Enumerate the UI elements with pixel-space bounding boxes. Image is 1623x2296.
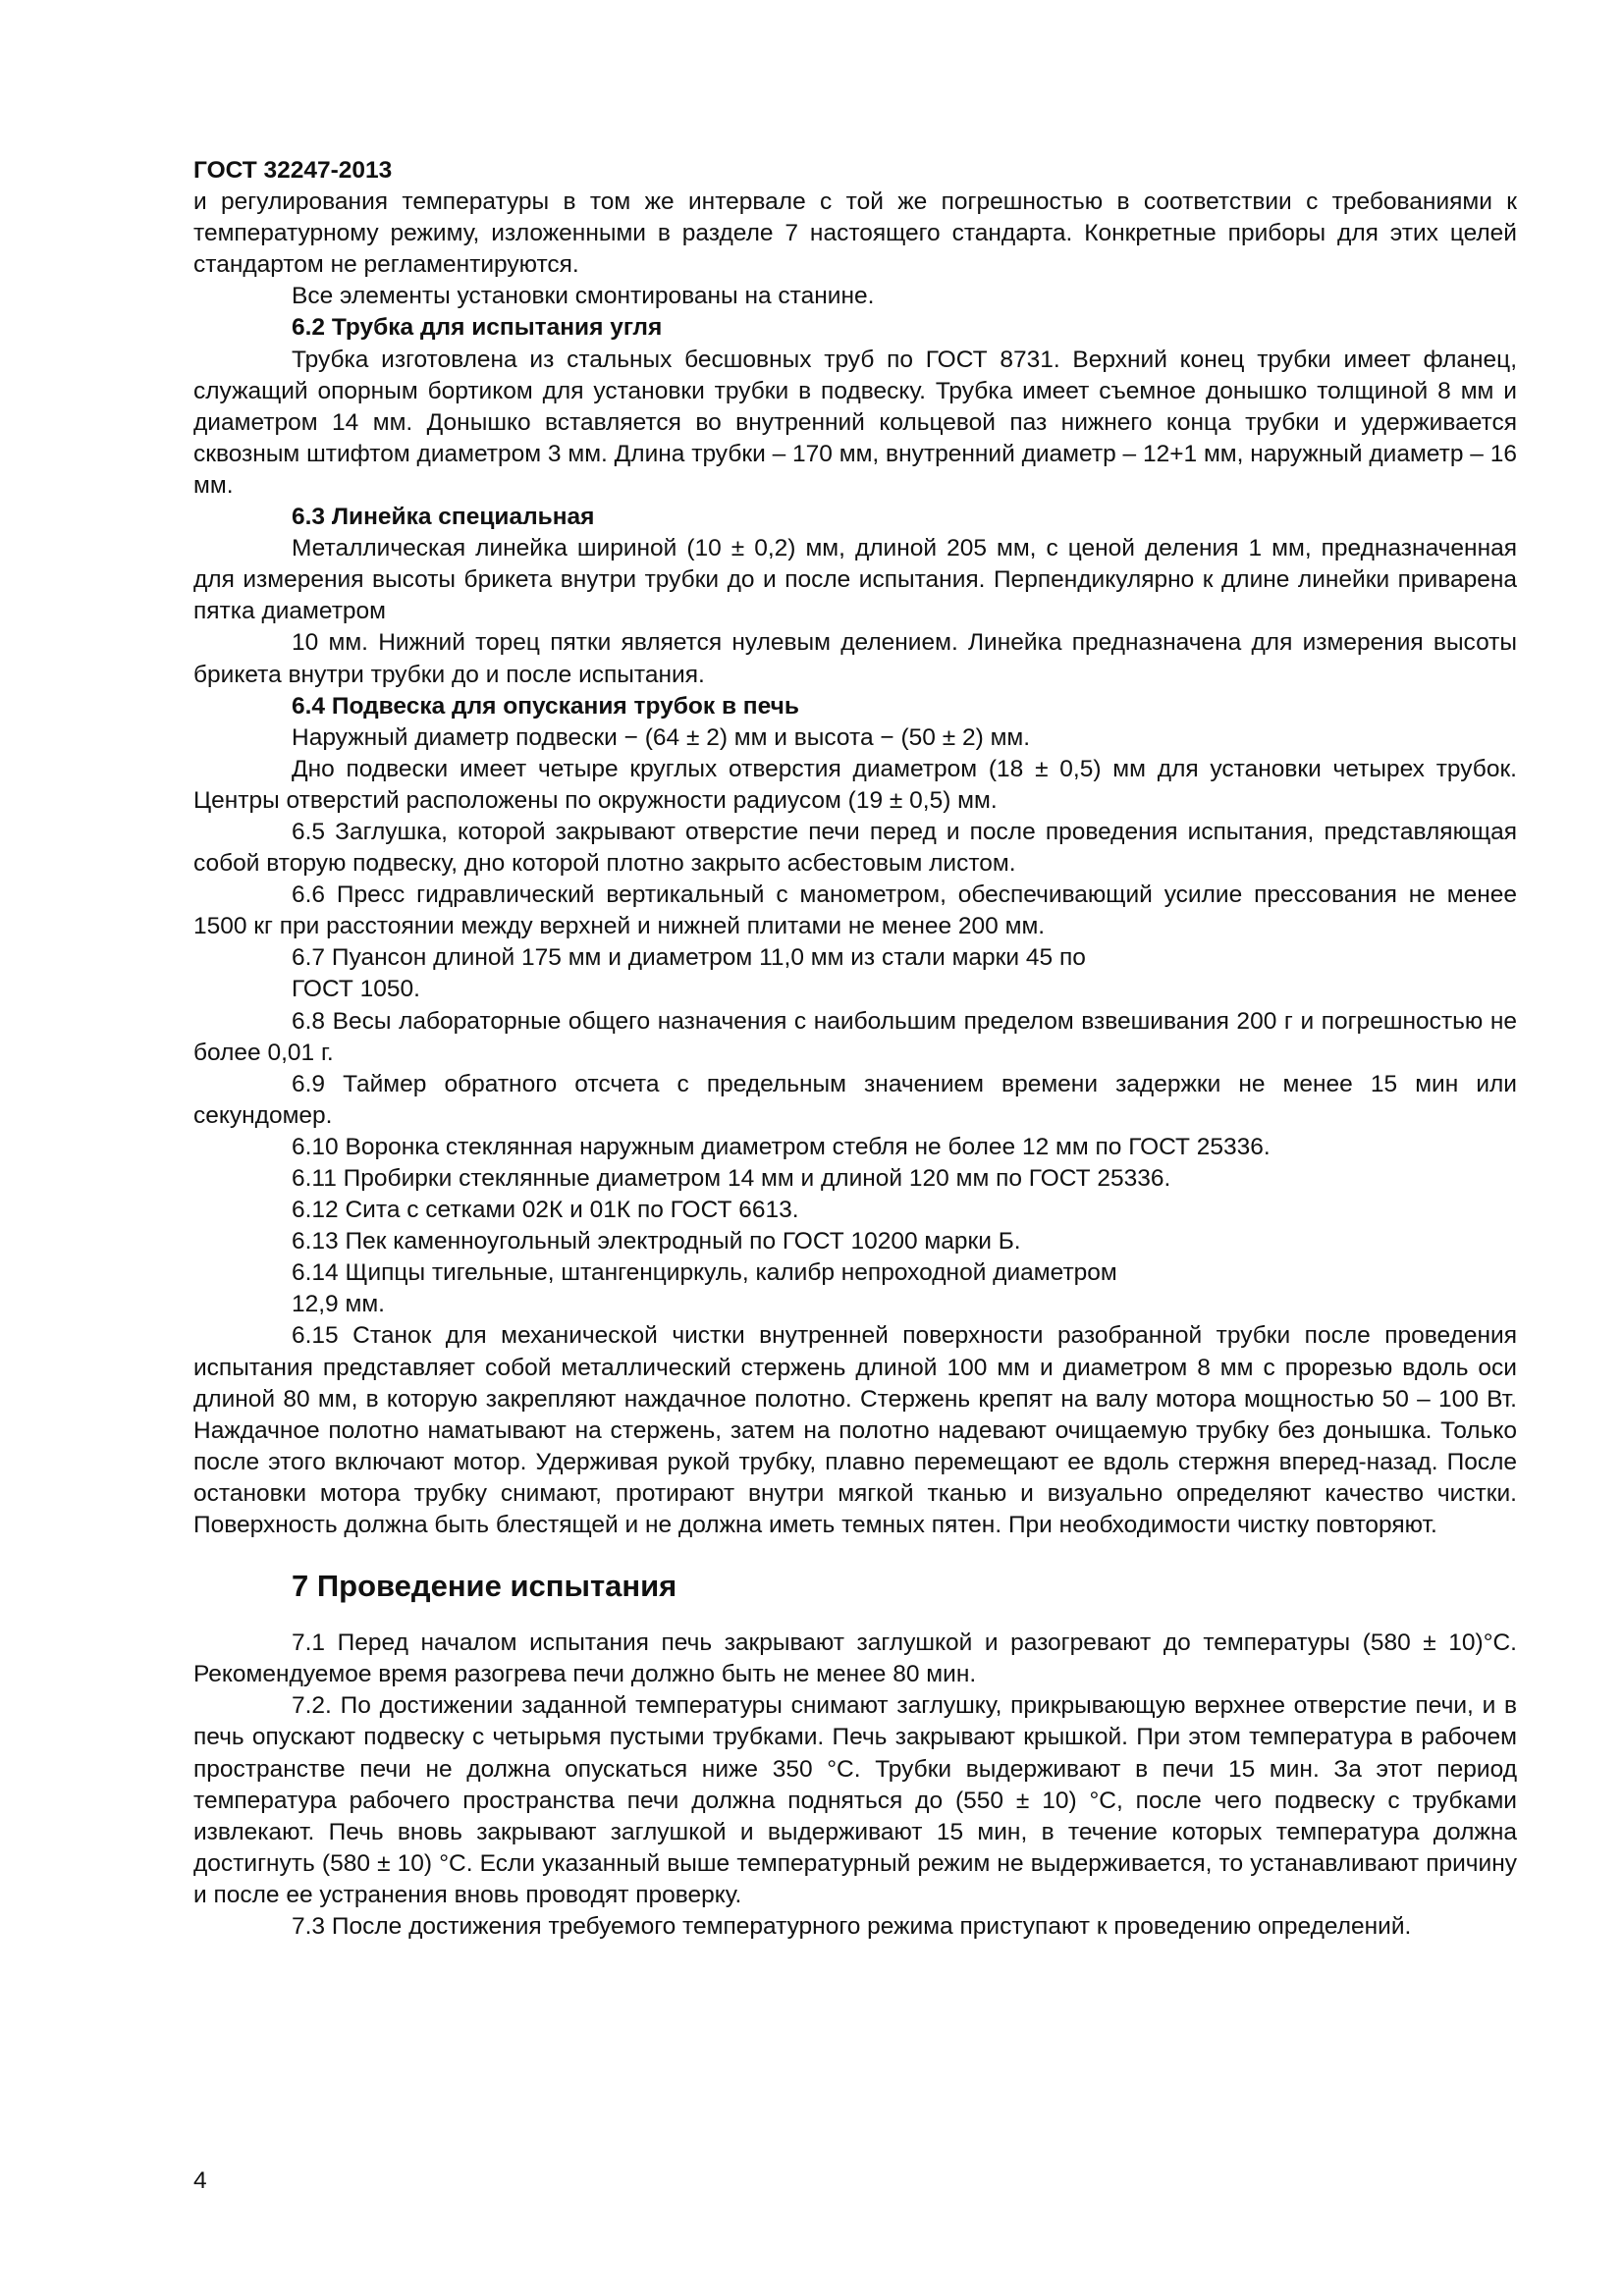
document-header: ГОСТ 32247-2013 [193, 157, 393, 184]
page-content [193, 155, 1517, 1943]
paragraph-6-6: 6.6 Пресс гидравлический вертикальный с манометром, обеспечивающий усилие прессования не менее 1500 кг при расстоянии между верхней и нижней плитами не менее 200 мм. [193, 881, 1517, 940]
page-number: 4 [193, 2167, 207, 2194]
paragraph-6-2: Трубка изготовлена из стальных бесшовных труб по ГОСТ 8731. Верхний конец трубки имеет фланец, служащий опорным бортиком для установки трубки в подвеску. Трубка имеет съемное донышко толщиной 8 мм и диаметром 14 мм. Донышко вставляется во внутренний кольцевой паз нижнего конца трубки и удерживается сквозным штифтом диаметром 3 мм. Длина трубки – 170 мм, внутренний диаметр – 12+1 мм, наружный диаметр – 16 мм. [193, 346, 1517, 499]
paragraph-6-4-b: Дно подвески имеет четыре круглых отверстия диаметром (18 ± 0,5) мм для установки четырех трубок. Центры отверстий расположены по окружности радиусом (19 ± 0,5) мм. [193, 755, 1517, 814]
paragraph-6-4-a: Наружный диаметр подвески − (64 ± 2) мм и высота − (50 ± 2) мм. [292, 723, 1031, 751]
paragraph-7-1: 7.1 Перед началом испытания печь закрывают заглушкой и разогревают до температуры (580 ± 10)°С. Рекомендуемое время разогрева печи должно быть не менее 80 мин. [193, 1629, 1517, 1688]
paragraph-6-13: 6.13 Пек каменноугольный электродный по ГОСТ 10200 марки Б. [292, 1228, 1021, 1255]
paragraph-6-3-a: Металлическая линейка шириной (10 ± 0,2) мм, длиной 205 мм, с ценой деления 1 мм, предназначенная для измерения высоты брикета внутри трубки до и после испытания. Перпендикулярно к длине линейки приварена пятка диаметром [193, 535, 1517, 625]
subheading-6-4: 6.4 Подвеска для опускания трубок в печь [292, 692, 799, 720]
paragraph-continuation: и регулирования температуры в том же интервале с той же погрешностью в соответствии с требованиями к температурному режиму, изложенными в разделе 7 настоящего стандарта. Конкретные приборы для этих целей стандартом не регламентируются. [193, 188, 1517, 279]
paragraph-7-2: 7.2. По достижении заданной температуры снимают заглушку, прикрывающую верхнее отверстие печи, и в печь опускают подвеску с четырьмя пустыми трубками. Печь закрывают крышкой. При этом температура в рабочем пространстве печи не должна опускаться ниже 350 °С. Трубки выдерживают в печи 15 мин. За этот период температура рабочего пространства печи должна подняться до (550 ± 10) °С, после чего подвеску с трубками извлекают. Печь вновь закрывают заглушкой и выдерживают 15 мин, в течение которых температура должна достигнуть (580 ± 10) °С. Если указанный выше температурный режим не выдерживается, то устанавливают причину и после ее устранения вновь проводят проверку. [193, 1692, 1517, 1908]
paragraph-6-12: 6.12 Сита с сетками 02К и 01К по ГОСТ 6613. [292, 1197, 799, 1224]
paragraph-6-5: 6.5 Заглушка, которой закрывают отверстие печи перед и после проведения испытания, представляющая собой вторую подвеску, дно которой плотно закрыто асбестовым листом. [193, 818, 1517, 878]
paragraph-6-7-a: 6.7 Пуансон длиной 175 мм и диаметром 11,0 мм из стали марки 45 по [292, 944, 1086, 972]
paragraph-6-10: 6.10 Воронка стеклянная наружным диаметром стебля не более 12 мм по ГОСТ 25336. [292, 1133, 1271, 1160]
paragraph-6-8: 6.8 Весы лабораторные общего назначения с наибольшим пределом взвешивания 200 г и погрешностью не более 0,01 г. [193, 1007, 1517, 1066]
paragraph-6-14-b: 12,9 мм. [292, 1291, 385, 1318]
paragraph-mounting: Все элементы установки смонтированы на станине. [292, 283, 875, 310]
section-heading-7: 7 Проведение испытания [292, 1569, 677, 1604]
paragraph-6-7-b: ГОСТ 1050. [292, 976, 420, 1003]
paragraph-6-15: 6.15 Станок для механической чистки внутренней поверхности разобранной трубки после проведения испытания представляет собой металлический стержень длиной 100 мм и диаметром 8 мм с прорезью вдоль оси длиной 80 мм, в которую закрепляют наждачное полотно. Стержень крепят на валу мотора мощностью 50 – 100 Вт. Наждачное полотно наматывают на стержень, затем на полотно надевают очищаемую трубку без донышка. Только после этого включают мотор. Удерживая рукой трубку, плавно перемещают ее вдоль стержня вперед-назад. После остановки мотора трубку снимают, протирают внутри мягкой тканью и визуально определяют качество чистки. Поверхность должна быть блестящей и не должна иметь темных пятен. При необходимости чистку повторяют. [193, 1322, 1517, 1539]
paragraph-6-11: 6.11 Пробирки стеклянные диаметром 14 мм и длиной 120 мм по ГОСТ 25336. [292, 1165, 1171, 1192]
paragraph-6-9: 6.9 Таймер обратного отсчета с предельным значением времени задержки не менее 15 мин или секундомер. [193, 1070, 1517, 1129]
paragraph-7-3: 7.3 После достижения требуемого температурного режима приступают к проведению определений. [292, 1912, 1412, 1940]
paragraph-6-14-a: 6.14 Щипцы тигельные, штангенциркуль, калибр непроходной диаметром [292, 1259, 1117, 1287]
paragraph-6-3-b: 10 мм. Нижний торец пятки является нулевым делением. Линейка предназначена для измерения высоты брикета внутри трубки до и после испытания. [193, 629, 1517, 688]
subheading-6-3: 6.3 Линейка специальная [292, 504, 595, 531]
subheading-6-2: 6.2 Трубка для испытания угля [292, 314, 663, 342]
